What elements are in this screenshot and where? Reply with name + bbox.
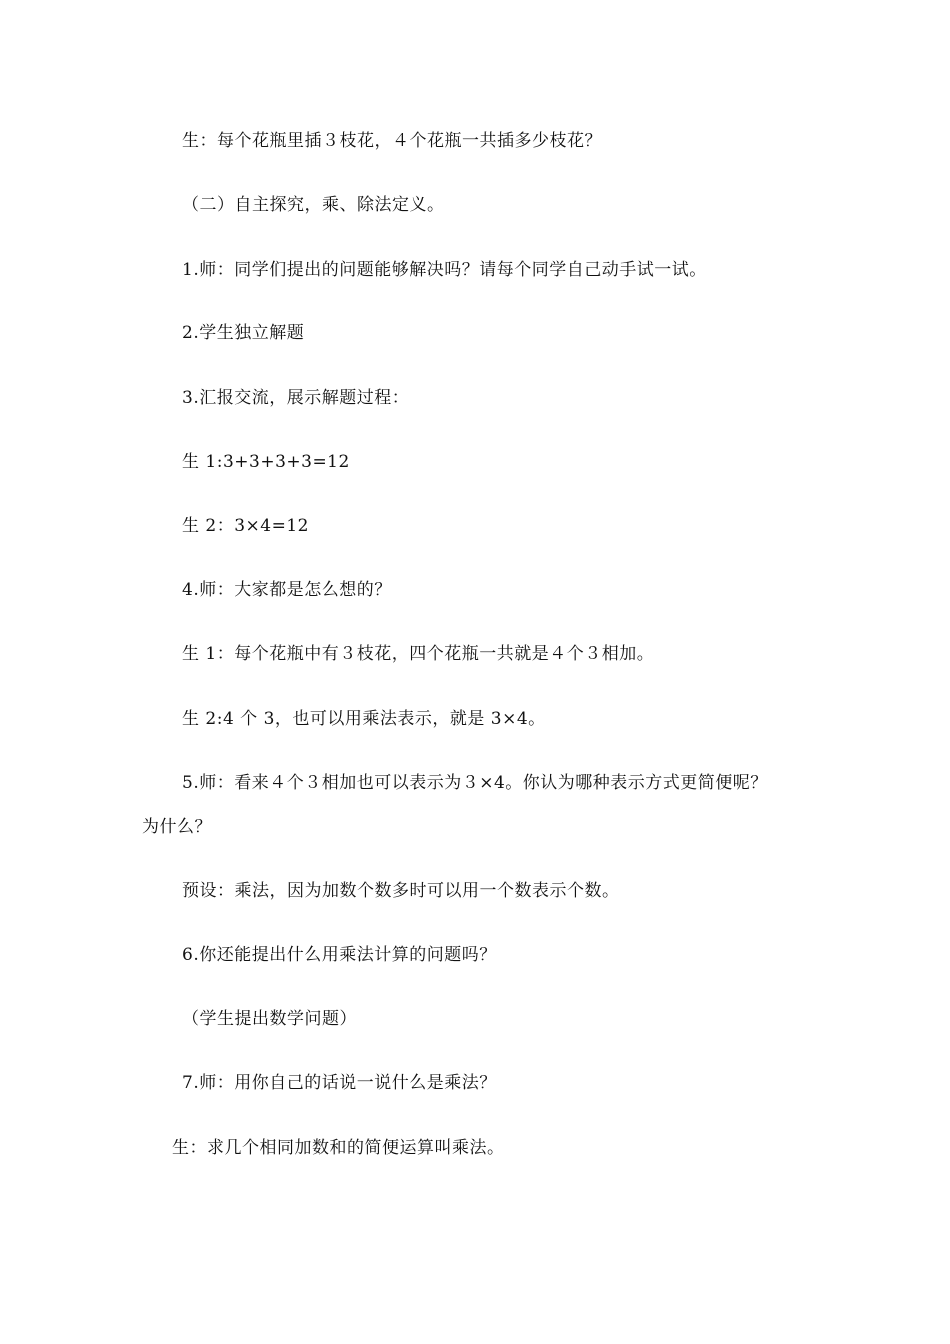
paragraph-15: 7.师：用你自己的话说一说什么是乘法？: [182, 1073, 497, 1093]
paragraph-8: 4.师：大家都是怎么想的？: [182, 580, 392, 600]
paragraph-5: 3.汇报交流，展示解题过程：: [182, 388, 410, 408]
paragraph-11-continuation: 为什么？: [142, 817, 212, 837]
paragraph-4: 2.学生独立解题: [182, 323, 305, 343]
paragraph-7: 生 2：3×4=12: [182, 516, 309, 536]
section-heading: （二）自主探究，乘、除法定义。: [182, 195, 445, 215]
paragraph-1: 生：每个花瓶里插３枝花，４个花瓶一共插多少枝花？: [182, 131, 602, 151]
paragraph-10: 生 2:4 个 3，也可以用乘法表示，就是 3×4。: [182, 709, 546, 729]
paragraph-3: 1.师：同学们提出的问题能够解决吗？请每个同学自己动手试一试。: [182, 260, 707, 280]
paragraph-11: 5.师：看来４个３相加也可以表示为３×4。你认为哪种表示方式更简便呢？: [182, 773, 768, 793]
paragraph-13: 6.你还能提出什么用乘法计算的问题吗？: [182, 945, 497, 965]
paragraph-6: 生 1:3+3+3+3=12: [182, 452, 350, 472]
paragraph-16: 生：求几个相同加数和的简便运算叫乘法。: [172, 1138, 505, 1158]
paragraph-12: 预设：乘法，因为加数个数多时可以用一个数表示个数。: [182, 881, 620, 901]
paragraph-14: （学生提出数学问题）: [182, 1009, 357, 1029]
paragraph-9: 生 1：每个花瓶中有３枝花，四个花瓶一共就是４个３相加。: [182, 644, 655, 664]
